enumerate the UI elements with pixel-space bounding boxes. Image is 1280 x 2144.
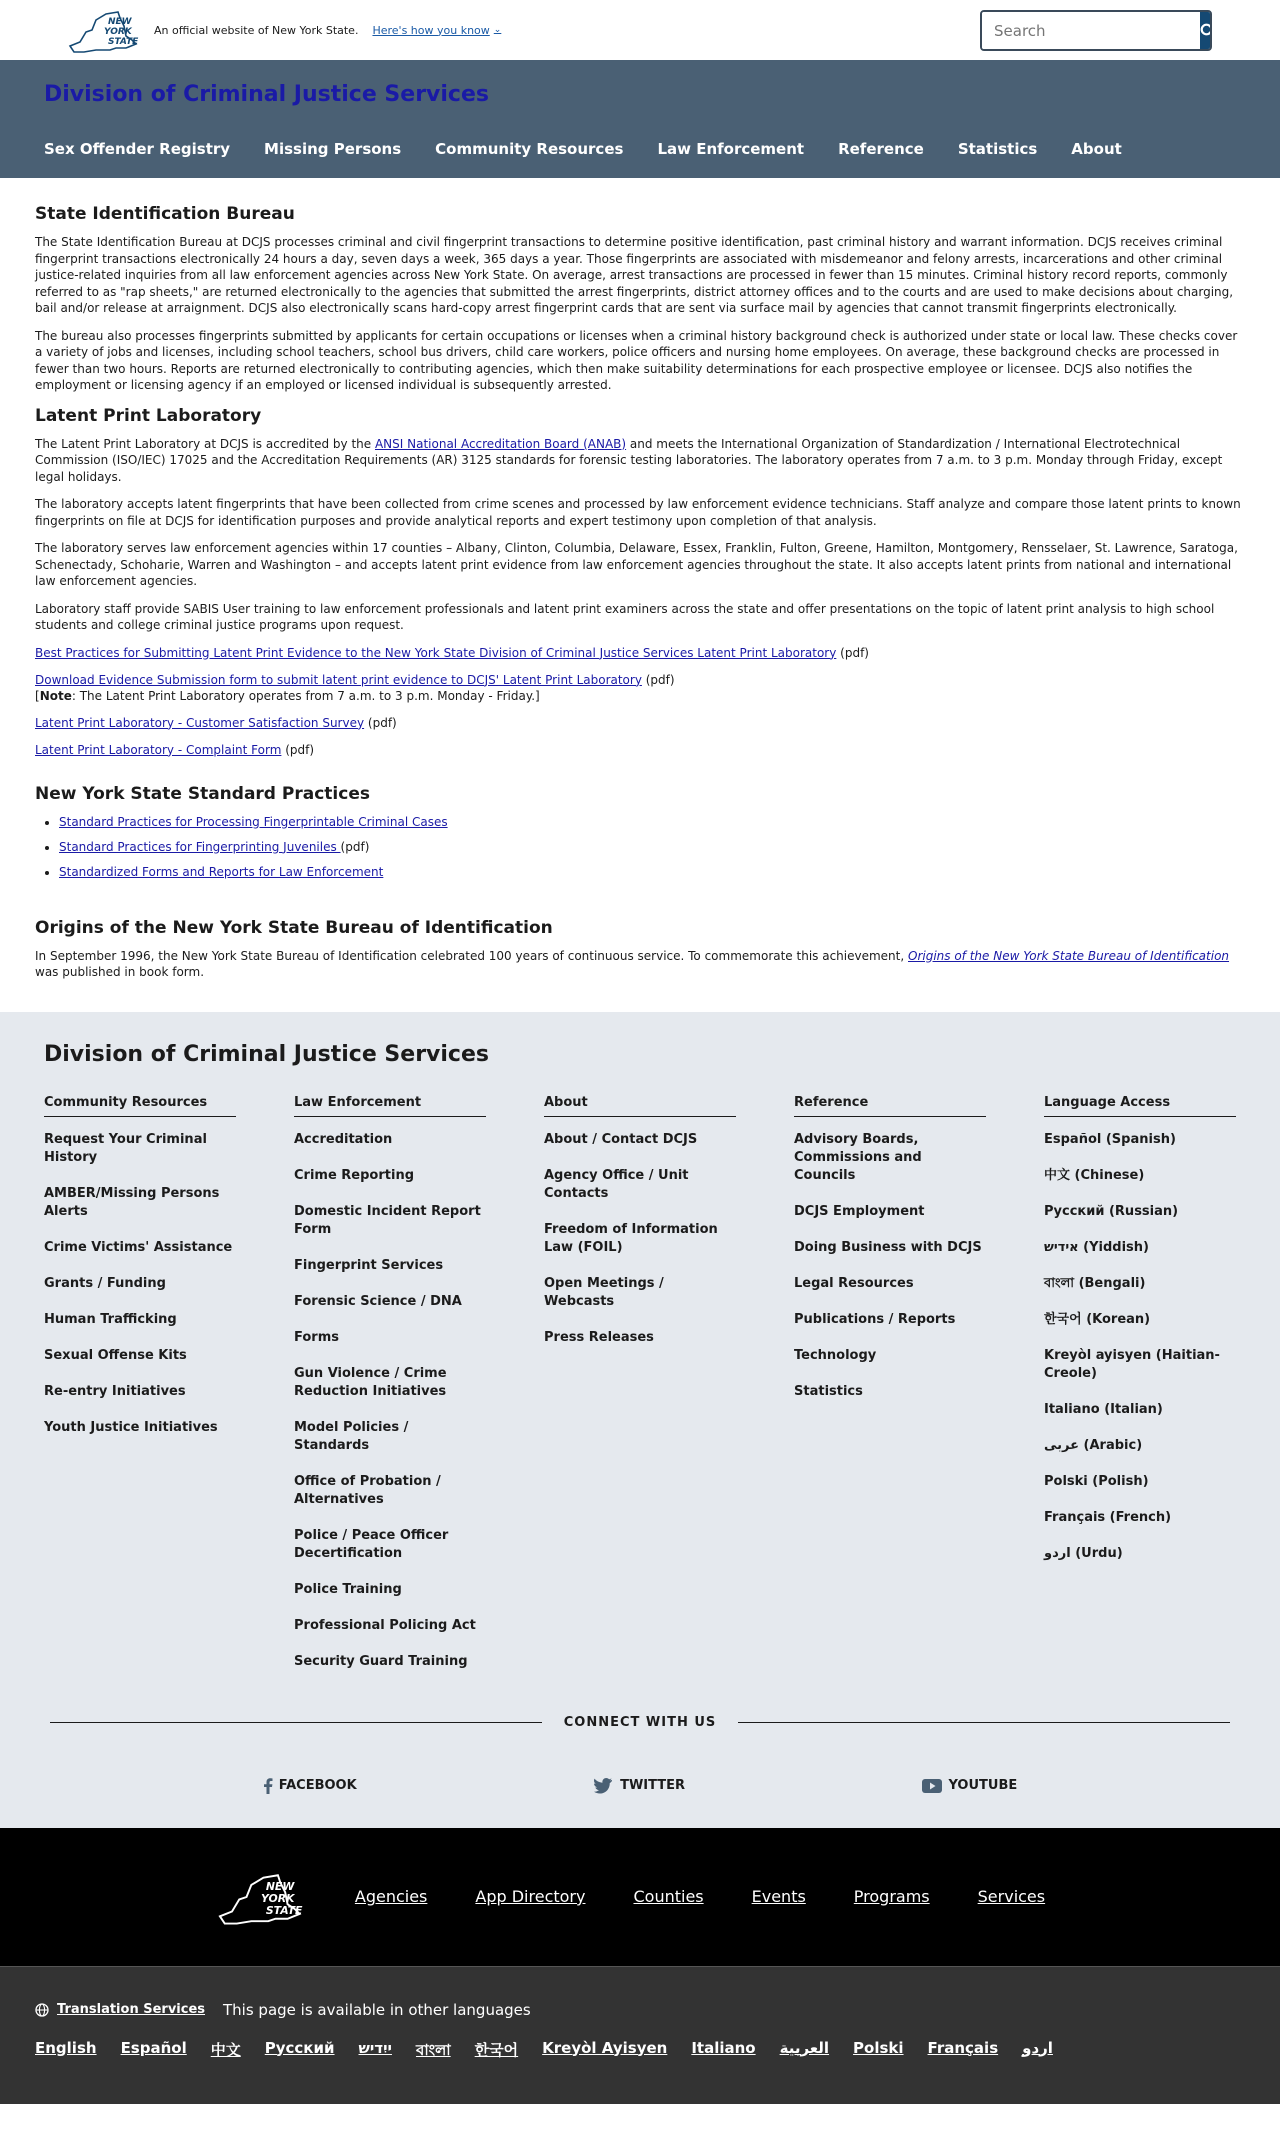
chevron-down-icon: ⌄ xyxy=(493,25,502,35)
pdf-label: (pdf) xyxy=(641,672,675,687)
agency-nav xyxy=(44,140,1122,158)
footer-link[interactable]: About / Contact DCJS xyxy=(544,1131,698,1147)
nav-sex-offender-registry[interactable]: Sex Offender Registry xyxy=(44,140,231,158)
footer-link[interactable]: Human Trafficking xyxy=(44,1311,177,1327)
footer-link[interactable]: Technology xyxy=(794,1347,877,1363)
best-practices-link[interactable]: Best Practices for Submitting Latent Print Evidence to the New York State Division of Criminal Justice Services Latent Print Laboratory xyxy=(35,645,837,660)
footer-link[interactable]: Legal Resources xyxy=(794,1275,914,1291)
nys-footer-logo[interactable] xyxy=(215,1868,307,1926)
footer-title: Division of Criminal Justice Services xyxy=(44,1041,489,1067)
twitter-icon xyxy=(594,1778,614,1794)
footer-link[interactable]: Model Policies / Standards xyxy=(294,1419,409,1453)
note-label: Note xyxy=(39,688,72,703)
svg-text:STATE: STATE xyxy=(108,37,139,47)
standard-practices-list xyxy=(59,814,1245,880)
global-link-agencies[interactable]: Agencies xyxy=(354,1887,428,1906)
nav-reference[interactable]: Reference xyxy=(838,140,924,158)
footer-link[interactable]: Youth Justice Initiatives xyxy=(44,1419,218,1435)
nav-law-enforcement[interactable]: Law Enforcement xyxy=(657,140,805,158)
footer-link[interactable]: Italiano (Italian) xyxy=(1044,1401,1163,1417)
search-button[interactable] xyxy=(1200,12,1212,49)
footer-link[interactable]: Domestic Incident Report Form xyxy=(294,1203,481,1237)
complaint-form-link[interactable]: Latent Print Laboratory - Complaint Form xyxy=(35,742,282,757)
nav-community-resources[interactable]: Community Resources xyxy=(435,140,624,158)
language-link[interactable]: العربية xyxy=(779,2038,830,2057)
lpl-paragraph-4: Laboratory staff provide SABIS User training to law enforcement professionals and latent print examiners across the state and offer presentations on the topic of latent print analysis to high school students and college criminal justice programs upon request. xyxy=(35,601,1215,632)
global-footer xyxy=(0,1828,1280,1966)
lpl-p1-text-a: The Latent Print Laboratory at DCJS is accredited by the xyxy=(35,436,375,451)
footer-link[interactable]: Police / Peace Officer Decertification xyxy=(294,1527,449,1561)
svg-text:YORK: YORK xyxy=(104,27,132,37)
footer-link[interactable]: Publications / Reports xyxy=(794,1311,956,1327)
nys-logo-icon xyxy=(215,1868,307,1926)
language-link[interactable]: 한국어 xyxy=(474,2040,519,2059)
divider xyxy=(50,1722,542,1723)
sib-paragraph-2: The bureau also processes fingerprints submitted by applicants for certain occupations or licenses when a criminal history background check is authorized under state or local law. These checks cover a variety of jobs and licenses, including school teachers, school bus drivers, child care workers, police officers and nursing home employees. On average, these background checks are processed in fewer than two hours. Reports are returned electronically to contributing agencies, which then make suitability determinations for each prospective employee or licensee. DCJS also notifies the employment or licensing agency if an employed or licensed individual is subsequently arrested. xyxy=(35,328,1238,392)
footer-link[interactable]: 한국어 (Korean) xyxy=(1044,1311,1151,1327)
translation-services-link[interactable]: Translation Services xyxy=(57,2002,206,2017)
language-link[interactable]: اردو xyxy=(1022,2038,1053,2057)
facebook-label: FACEBOOK xyxy=(278,1778,357,1793)
search-icon xyxy=(1200,23,1212,39)
lpl-paragraph-3: The laboratory serves law enforcement agencies within 17 counties – Albany, Clinton, Columbia, Delaware, Essex, Franklin, Fulton, Greene, Hamilton, Montgomery, Rensselaer, St. Lawrence, Saratoga, Schenectady, Schoharie, Warren and Washington – and accepts latent print evidence from law enforcement agencies throughout the state. It also accepts latent prints from national and international law enforcement agencies. xyxy=(35,541,1238,588)
pdf-label: (pdf) xyxy=(340,839,370,854)
sib-heading: State Identification Bureau xyxy=(35,204,295,224)
footer-column xyxy=(794,1095,986,1689)
doc-satisfaction-survey xyxy=(35,715,1245,731)
footer-link[interactable]: Doing Business with DCJS xyxy=(794,1239,982,1255)
pdf-label: (pdf) xyxy=(364,715,397,730)
footer-link[interactable]: Accreditation xyxy=(294,1131,393,1147)
lpl-p1-text-b: and meets the International Organization of Standardization / International Electrotechnical Commission (ISO/IEC) 17025 and the Accreditation Requirements (AR) 3125 standards for forensic testing laboratories. The laboratory operates from 7 a.m. to 3 p.m. Monday through Friday, except legal holidays. xyxy=(35,436,1223,484)
footer-column xyxy=(1044,1095,1236,1689)
footer-link[interactable]: Gun Violence / Crime Reduction Initiatives xyxy=(294,1365,447,1399)
global-link-programs[interactable]: Programs xyxy=(853,1887,930,1906)
search-input[interactable] xyxy=(982,12,1200,49)
agency-header xyxy=(0,60,1280,178)
pdf-label: (pdf) xyxy=(281,742,315,757)
footer-columns xyxy=(44,1095,1236,1689)
evidence-form-link[interactable]: Download Evidence Submission form to submit latent print evidence to DCJS' Latent Print Laboratory xyxy=(35,672,642,687)
footer-link[interactable]: Crime Reporting xyxy=(294,1167,415,1183)
footer-link[interactable]: Advisory Boards, Commissions and Councils xyxy=(794,1131,922,1183)
pdf-label: (pdf) xyxy=(836,645,869,660)
svg-text:NEW: NEW xyxy=(265,1879,295,1893)
footer-link[interactable]: 中文 (Chinese) xyxy=(1044,1167,1145,1183)
youtube-label: YOUTUBE xyxy=(948,1778,1018,1793)
sp-processing-link[interactable]: Standard Practices for Processing Fingerprintable Criminal Cases xyxy=(59,814,448,829)
sp-juveniles-link[interactable]: Standard Practices for Fingerprinting Juveniles xyxy=(59,839,341,854)
footer-link[interactable]: Polski (Polish) xyxy=(1044,1473,1149,1489)
footer-link[interactable]: Forensic Science / DNA xyxy=(294,1293,462,1309)
language-link[interactable]: Kreyòl Ayisyen xyxy=(542,2038,668,2057)
sp-heading: New York State Standard Practices xyxy=(35,783,370,804)
footer-link[interactable]: اردو (Urdu) xyxy=(1044,1545,1123,1561)
language-link[interactable]: Español xyxy=(120,2038,187,2057)
global-link-events[interactable]: Events xyxy=(751,1887,806,1906)
footer-link[interactable]: বাংলা (Bengali) xyxy=(1044,1275,1146,1291)
twitter-link[interactable] xyxy=(594,1778,685,1794)
note-text: : The Latent Print Laboratory operates from 7 a.m. to 3 p.m. Monday - Friday.] xyxy=(71,688,540,703)
language-link[interactable]: ייִדיש xyxy=(358,2038,392,2057)
footer-column-heading: Community Resources xyxy=(44,1095,236,1117)
footer-link[interactable]: אידיש (Yiddish) xyxy=(1044,1239,1149,1255)
global-link-app-directory[interactable]: App Directory xyxy=(475,1887,586,1906)
how-you-know-label: Here's how you know xyxy=(372,23,490,37)
main-content xyxy=(0,178,1280,1012)
footer-link[interactable]: AMBER/Missing Persons Alerts xyxy=(44,1185,220,1219)
footer-column-heading: Language Access xyxy=(1044,1095,1236,1117)
footer-link[interactable]: Police Training xyxy=(294,1581,402,1597)
language-bar xyxy=(0,1966,1280,2104)
svg-text:YORK: YORK xyxy=(260,1891,295,1905)
language-link[interactable]: Polski xyxy=(853,2038,904,2057)
footer-link[interactable]: Sexual Offense Kits xyxy=(44,1347,187,1363)
footer-link[interactable]: Press Releases xyxy=(544,1329,654,1345)
footer-link[interactable]: Fingerprint Services xyxy=(294,1257,444,1273)
social-links xyxy=(44,1778,1236,1794)
sp-forms-link[interactable]: Standardized Forms and Reports for Law Enforcement xyxy=(59,864,384,879)
list-item xyxy=(59,839,1245,855)
nav-missing-persons[interactable]: Missing Persons xyxy=(264,140,402,158)
global-link-services[interactable]: Services xyxy=(977,1887,1046,1906)
footer-column-heading: Reference xyxy=(794,1095,986,1117)
list-item xyxy=(59,864,1245,880)
lpl-paragraph-1 xyxy=(35,436,1245,486)
satisfaction-survey-link[interactable]: Latent Print Laboratory - Customer Satisfaction Survey xyxy=(35,715,365,730)
search-box xyxy=(980,10,1212,51)
anab-link[interactable]: ANSI National Accreditation Board (ANAB) xyxy=(374,436,627,451)
universal-header xyxy=(0,0,1280,60)
note-open: [ xyxy=(35,688,40,703)
lpl-paragraph-2: The laboratory accepts latent fingerprints that have been collected from crime scenes and processed by law enforcement evidence technicians. Staff analyze and compare those latent prints to known fingerprints on file at DCJS for identification purposes and provide analytical reports and expert testimony upon completion of that analysis. xyxy=(35,497,1241,528)
footer-link[interactable]: Office of Probation / Alternatives xyxy=(294,1473,441,1507)
svg-text:NEW: NEW xyxy=(108,17,132,27)
youtube-icon xyxy=(922,1778,942,1794)
footer-column xyxy=(544,1095,736,1689)
svg-text:STATE: STATE xyxy=(265,1903,303,1917)
available-text: This page is available in other languages xyxy=(223,2000,531,2019)
agency-title[interactable]: Division of Criminal Justice Services xyxy=(44,82,489,107)
doc-evidence-form xyxy=(35,672,1245,704)
footer-column xyxy=(294,1095,486,1689)
nys-logo-icon xyxy=(66,6,142,54)
footer-link[interactable]: Open Meetings / Webcasts xyxy=(544,1275,664,1309)
footer-link[interactable]: Español (Spanish) xyxy=(1044,1131,1176,1147)
facebook-link[interactable] xyxy=(263,1778,357,1794)
sib-paragraph-1: The State Identification Bureau at DCJS processes criminal and civil fingerprint transactions to determine positive identification, past criminal history and warrant information. DCJS receives criminal fingerprint transactions electronically 24 hours a day, seven days a week, 365 days a year. Those fingerprints are associated with misdemeanor and felony arrests, incarcerations and other criminal justice-related inquiries from all law enforcement agencies across New York State. On average, arrest transactions are processed in fewer than 15 minutes. Criminal history record reports, commonly referred to as "rap sheets," are returned electronically to the agencies that submitted the arrest fingerprints, district attorney offices and to the courts and are used to make decisions about charging, bail and/or release at arraignment. DCJS also electronically scans hard-copy arrest fingerprint cards that are sent via surface mail by agencies that cannot transmit fingerprints electronically. xyxy=(35,235,1234,315)
footer-link[interactable]: Agency Office / Unit Contacts xyxy=(544,1167,689,1201)
origins-book-link[interactable]: Origins of the New York State Bureau of Identification xyxy=(908,948,1230,963)
twitter-label: TWITTER xyxy=(620,1778,686,1793)
footer-link[interactable]: Re-entry Initiatives xyxy=(44,1383,186,1399)
footer-link[interactable]: DCJS Employment xyxy=(794,1203,925,1219)
language-link[interactable]: বাংলা xyxy=(415,2040,451,2059)
how-you-know-toggle[interactable] xyxy=(372,24,501,37)
footer-link[interactable]: Security Guard Training xyxy=(294,1653,468,1669)
footer-link[interactable]: Forms xyxy=(294,1329,339,1345)
footer-column-heading: About xyxy=(544,1095,736,1117)
globe-icon xyxy=(35,2003,49,2017)
footer-link[interactable]: Grants / Funding xyxy=(44,1275,166,1291)
footer-link[interactable]: Freedom of Information Law (FOIL) xyxy=(544,1221,718,1255)
nav-statistics[interactable]: Statistics xyxy=(957,140,1038,158)
connect-label: CONNECT WITH US xyxy=(563,1714,717,1730)
doc-complaint-form xyxy=(35,742,1245,758)
footer-link[interactable]: عربى (Arabic) xyxy=(1044,1437,1143,1453)
language-link[interactable]: English xyxy=(35,2038,97,2057)
footer-link[interactable]: Statistics xyxy=(794,1383,863,1399)
footer-link[interactable]: Français (French) xyxy=(1044,1509,1172,1525)
origins-paragraph xyxy=(35,948,1245,981)
list-item xyxy=(59,814,1245,830)
origins-text-b: was published in book form. xyxy=(35,965,205,979)
facebook-icon xyxy=(263,1778,273,1794)
divider xyxy=(738,1722,1230,1723)
connect-with-us xyxy=(50,1715,1230,1730)
language-link[interactable]: Français xyxy=(927,2038,999,2057)
footer-column xyxy=(44,1095,236,1689)
footer-link[interactable]: Request Your Criminal History xyxy=(44,1131,207,1165)
youtube-link[interactable] xyxy=(922,1778,1017,1794)
official-website-text: An official website of New York State. xyxy=(154,23,359,37)
language-link[interactable]: Русский xyxy=(264,2038,335,2057)
lpl-heading: Latent Print Laboratory xyxy=(35,405,262,426)
nys-logo[interactable] xyxy=(66,6,142,54)
language-link[interactable]: 中文 xyxy=(210,2040,241,2059)
footer-link[interactable]: Kreyòl ayisyen (Haitian-Creole) xyxy=(1044,1347,1220,1381)
footer-link[interactable]: Crime Victims' Assistance xyxy=(44,1239,233,1255)
footer-link[interactable]: Русский (Russian) xyxy=(1044,1203,1179,1219)
origins-text-a: In September 1996, the New York State Bureau of Identification celebrated 100 years of continuous service. To commemorate this achievement, xyxy=(35,948,908,963)
translation-row xyxy=(35,2001,1245,2019)
nav-about[interactable]: About xyxy=(1071,140,1122,158)
footer-column-heading: Law Enforcement xyxy=(294,1095,486,1117)
agency-footer xyxy=(0,1012,1280,1828)
doc-best-practices xyxy=(35,645,1245,661)
global-link-counties[interactable]: Counties xyxy=(633,1887,704,1906)
language-link[interactable]: Italiano xyxy=(691,2038,756,2057)
origins-heading: Origins of the New York State Bureau of Identification xyxy=(35,917,553,938)
language-links xyxy=(35,2039,1245,2064)
footer-link[interactable]: Professional Policing Act xyxy=(294,1617,476,1633)
